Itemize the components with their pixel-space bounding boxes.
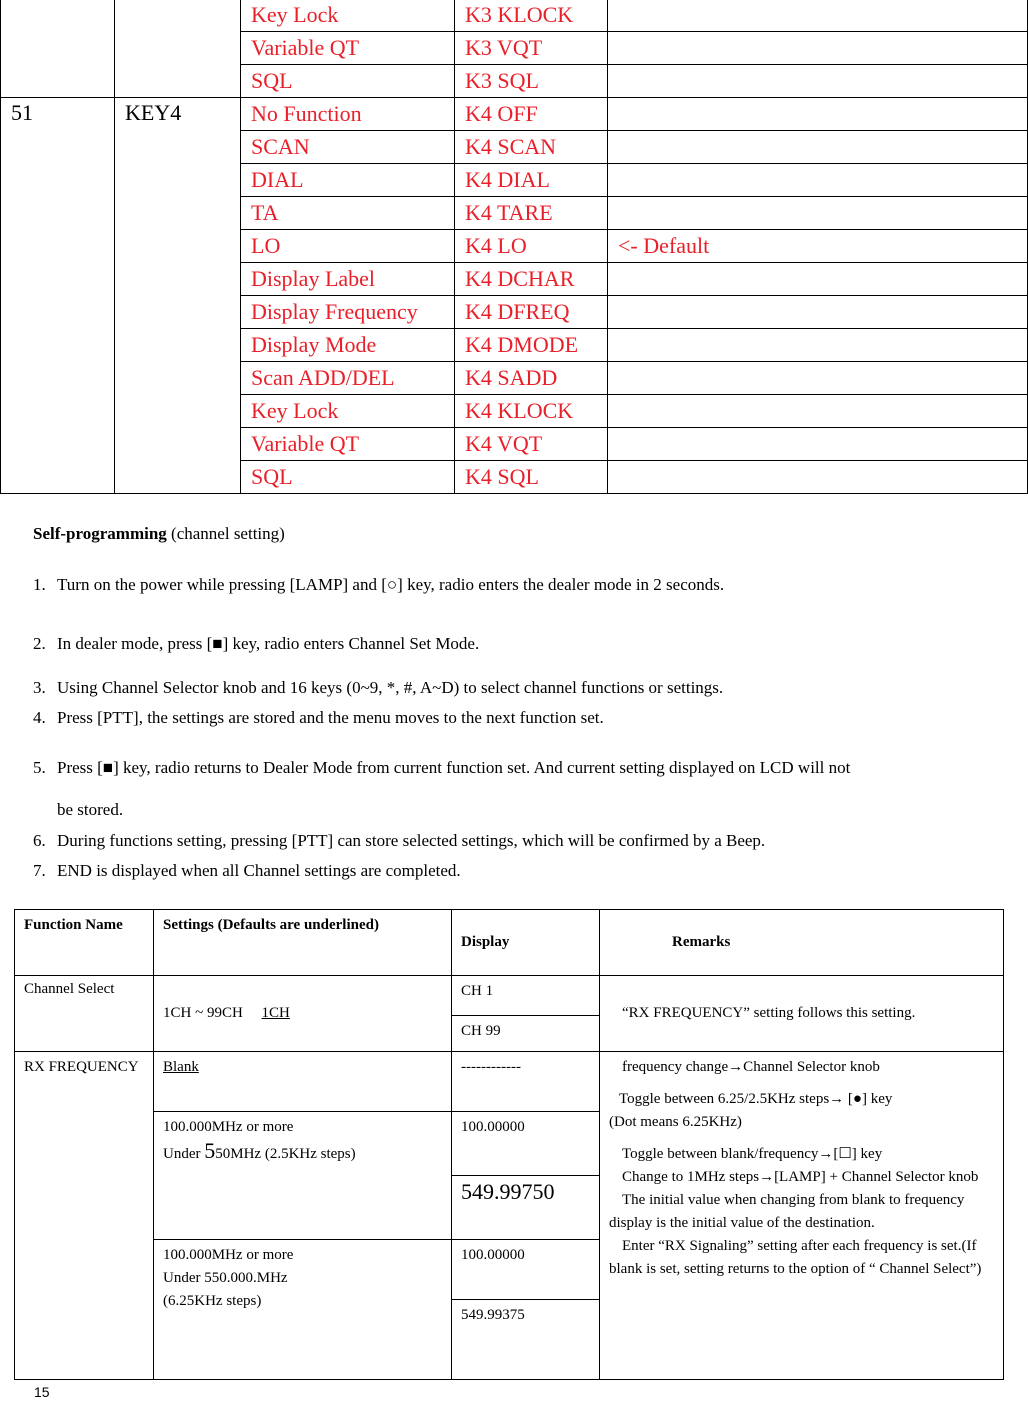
- display-cell: K4 DMODE: [455, 329, 608, 362]
- note-cell: [608, 32, 1028, 65]
- rx-range1-display-2: 549.99750: [452, 1176, 600, 1240]
- header-function-name: Function Name: [15, 910, 154, 976]
- display-cell: K4 SCAN: [455, 131, 608, 164]
- note-cell: [608, 461, 1028, 494]
- note-cell: [608, 263, 1028, 296]
- display-cell: K4 TARE: [455, 197, 608, 230]
- remark-6: The initial value when changing from blank to frequency display is the initial value of the destination.: [609, 1192, 965, 1231]
- rx-range1-setting: 100.000MHz or more Under 550MHz (2.5KHz steps): [154, 1112, 452, 1240]
- rx-range2-display-2: 549.99375: [452, 1300, 600, 1380]
- step-1: 1. Turn on the power while pressing [LAMP] and [○] key, radio enters the dealer mode in 2 seconds.: [33, 575, 725, 594]
- note-cell: [608, 65, 1028, 98]
- step-4: 4. Press [PTT], the settings are stored and the menu moves to the next function set.: [33, 708, 604, 727]
- display-cell: K4 DCHAR: [455, 263, 608, 296]
- display-cell: K4 SQL: [455, 461, 608, 494]
- note-cell: [608, 164, 1028, 197]
- function-cell: SCAN: [241, 131, 455, 164]
- function-cell: SQL: [241, 461, 455, 494]
- remark-4: Toggle between blank/frequency→[☐] key: [622, 1146, 883, 1162]
- display-cell: K4 DFREQ: [455, 296, 608, 329]
- key-number-cell: [1, 0, 115, 98]
- function-cell: No Function: [241, 98, 455, 131]
- rx-frequency-name: RX FREQUENCY: [15, 1052, 154, 1380]
- note-cell: [608, 0, 1028, 32]
- header-display: Display: [452, 910, 600, 976]
- rx-blank-display: ------------: [452, 1052, 600, 1112]
- remark-7: Enter “RX Signaling” setting after each frequency is set.(If blank is set, setting returns to the option of “ Channel Select”): [609, 1238, 982, 1277]
- key-name-cell: [115, 0, 241, 98]
- note-cell: <- Default: [608, 230, 1028, 263]
- step-5-cont: be stored.: [57, 800, 124, 819]
- rx-range2-setting: 100.000MHz or more Under 550.000.MHz (6.25KHz steps): [154, 1240, 452, 1380]
- channel-select-display-2: CH 99: [452, 1016, 600, 1052]
- note-cell: [608, 362, 1028, 395]
- display-cell: K3 VQT: [455, 32, 608, 65]
- function-cell: DIAL: [241, 164, 455, 197]
- step-6: 6. During functions setting, pressing [PTT] can store selected settings, which will be confirmed by a Beep.: [33, 831, 766, 850]
- page-number: 15: [34, 1384, 50, 1400]
- function-cell: Variable QT: [241, 428, 455, 461]
- function-cell: Key Lock: [241, 395, 455, 428]
- channel-settings-table: [14, 909, 1004, 1380]
- function-cell: Display Mode: [241, 329, 455, 362]
- header-remarks: Remarks: [600, 910, 1004, 976]
- section-title: Self-programming (channel setting): [33, 524, 285, 543]
- function-cell: TA: [241, 197, 455, 230]
- display-cell: K4 DIAL: [455, 164, 608, 197]
- channel-select-name: Channel Select: [15, 976, 154, 1052]
- display-cell: K4 KLOCK: [455, 395, 608, 428]
- note-cell: [608, 296, 1028, 329]
- step-3: 3. Using Channel Selector knob and 16 keys (0~9, *, #, A~D) to select channel functions or settings.: [33, 678, 724, 697]
- note-cell: [608, 395, 1028, 428]
- rx-frequency-remarks: [600, 1052, 1004, 1380]
- key-row: [1, 98, 1028, 131]
- note-cell: [608, 98, 1028, 131]
- function-cell: LO: [241, 230, 455, 263]
- key-number-cell: 51: [1, 98, 115, 494]
- function-cell: Key Lock: [241, 0, 455, 32]
- key-name-cell: KEY4: [115, 98, 241, 494]
- header-settings: Settings (Defaults are underlined): [154, 910, 452, 976]
- step-7: 7. END is displayed when all Channel settings are completed.: [33, 861, 461, 880]
- display-cell: K4 LO: [455, 230, 608, 263]
- function-cell: Display Frequency: [241, 296, 455, 329]
- remark-2: Toggle between 6.25/2.5KHz steps→ [●] key: [619, 1091, 893, 1107]
- remark-5: Change to 1MHz steps→[LAMP] + Channel Selector knob: [622, 1169, 979, 1185]
- function-cell: SQL: [241, 65, 455, 98]
- display-cell: K4 VQT: [455, 428, 608, 461]
- remark-1: frequency change→Channel Selector knob: [622, 1059, 880, 1075]
- channel-select-display-1: CH 1: [452, 976, 600, 1016]
- display-cell: K3 SQL: [455, 65, 608, 98]
- function-cell: Variable QT: [241, 32, 455, 65]
- rx-range2-display-1: 100.00000: [452, 1240, 600, 1300]
- note-cell: [608, 131, 1028, 164]
- key-row: [1, 0, 1028, 32]
- function-cell: Display Label: [241, 263, 455, 296]
- step-5: 5. Press [■] key, radio returns to Dealer Mode from current function set. And current setting displayed on LCD will not: [33, 758, 851, 777]
- channel-select-remark: “RX FREQUENCY” setting follows this setting.: [600, 976, 1004, 1052]
- note-cell: [608, 329, 1028, 362]
- note-cell: [608, 428, 1028, 461]
- note-cell: [608, 197, 1028, 230]
- display-cell: K4 OFF: [455, 98, 608, 131]
- key-assignment-table: [0, 0, 1028, 494]
- rx-range1-display-1: 100.00000: [452, 1112, 600, 1176]
- display-cell: K4 SADD: [455, 362, 608, 395]
- step-2: 2. In dealer mode, press [■] key, radio enters Channel Set Mode.: [33, 634, 480, 653]
- display-cell: K3 KLOCK: [455, 0, 608, 32]
- rx-blank-setting: Blank: [154, 1052, 452, 1112]
- remark-3: (Dot means 6.25KHz): [609, 1114, 742, 1130]
- channel-select-setting: 1CH ~ 99CH 1CH: [154, 976, 452, 1052]
- function-cell: Scan ADD/DEL: [241, 362, 455, 395]
